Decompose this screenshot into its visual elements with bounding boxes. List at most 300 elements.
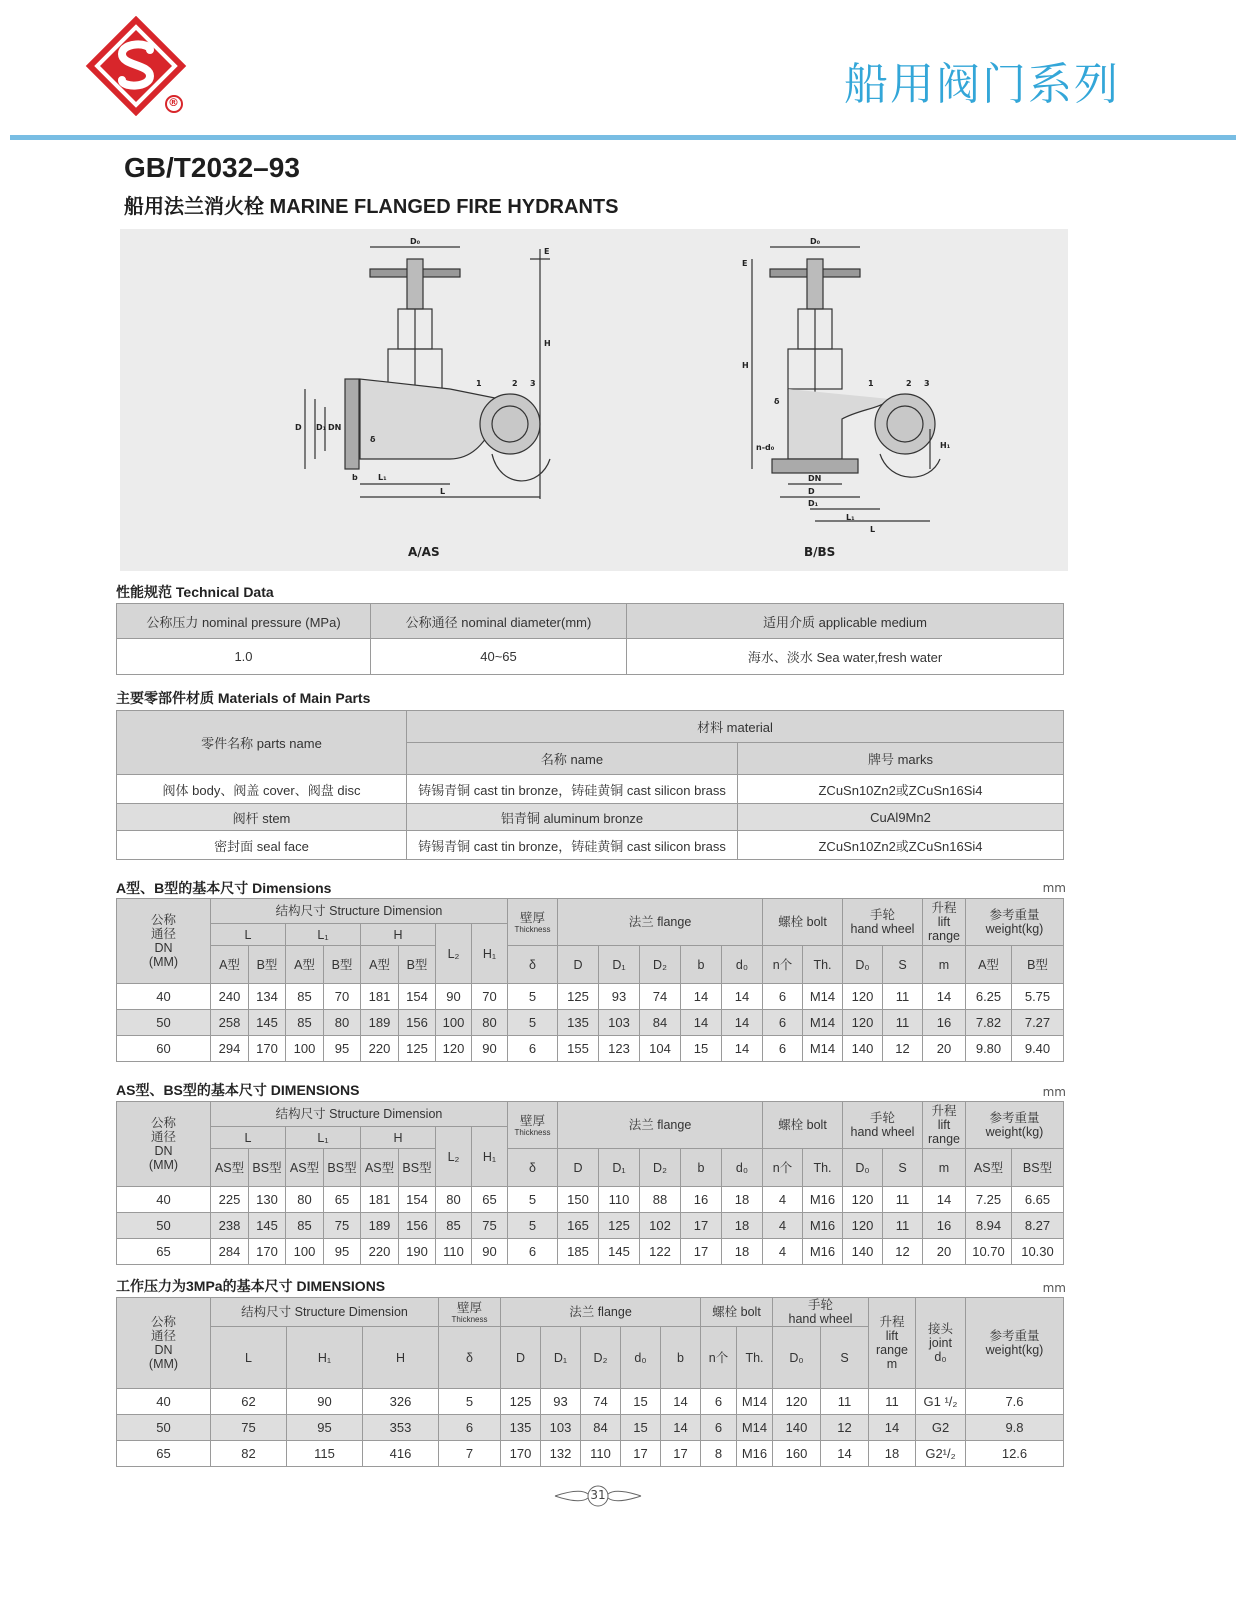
- dim-asbs-n: n个: [763, 1149, 803, 1187]
- table-cell: 70: [472, 984, 508, 1010]
- table-cell: 50: [117, 1213, 211, 1239]
- drawing-a-part3: 3: [530, 379, 536, 388]
- table-cell: 110: [436, 1239, 472, 1265]
- table-row: [117, 831, 1064, 860]
- table-cell: 103: [541, 1415, 581, 1441]
- table-cell: 4: [763, 1239, 803, 1265]
- table-cell: 5: [508, 1187, 558, 1213]
- drawing-a-l: L: [440, 487, 446, 496]
- dim-ab-d2: D₂: [640, 946, 681, 984]
- dim-ab-b: b: [681, 946, 722, 984]
- table-cell: 190: [399, 1239, 436, 1265]
- dim-ab-dn-header: 公称 通径 DN (MM): [117, 899, 211, 984]
- table-cell: 14: [681, 984, 722, 1010]
- drawing-b-dn: DN: [808, 474, 822, 483]
- drawing-b-part2: 2: [906, 379, 912, 388]
- dim-asbs-h1-header: H₁: [472, 1127, 508, 1187]
- table-cell: 50: [117, 1415, 211, 1441]
- dim-ab-wall-header: [508, 899, 558, 946]
- series-title: 船用阀门系列: [844, 59, 1120, 110]
- table-cell: M16: [803, 1187, 843, 1213]
- company-logo: [84, 16, 194, 116]
- table-cell: 80: [472, 1010, 508, 1036]
- valve-drawing-b: [752, 247, 940, 521]
- table-row: [117, 1036, 1064, 1062]
- table-cell: 75: [472, 1213, 508, 1239]
- drawing-b-l1: L₁: [846, 513, 855, 522]
- table-cell: 6.25: [966, 984, 1012, 1010]
- dim-ab-m: m: [923, 946, 966, 984]
- dim-asbs-dn-header: 公称 通径 DN (MM): [117, 1102, 211, 1187]
- table-cell: 18: [869, 1441, 916, 1467]
- table-cell: G1 ¹/₂: [916, 1389, 966, 1415]
- table-cell: 17: [681, 1239, 722, 1265]
- dim-3mpa-wall-en: Thickness: [451, 1314, 488, 1324]
- table-cell: 145: [599, 1239, 640, 1265]
- table-row: [117, 1010, 1064, 1036]
- table-cell: 7.6: [966, 1389, 1064, 1415]
- dim-3mpa-wheel-header: 手轮 hand wheel: [773, 1298, 869, 1327]
- materials-title: 主要零部件材质 Materials of Main Parts: [116, 690, 371, 706]
- table-cell: 15: [621, 1415, 661, 1441]
- table-cell: 14: [923, 984, 966, 1010]
- dim-asbs-l1-header: L₁: [286, 1127, 361, 1149]
- table-row: [117, 984, 1064, 1010]
- table-cell: 181: [361, 1187, 399, 1213]
- table-cell: 8: [701, 1441, 737, 1467]
- dim-ab-wall-cn: 壁厚: [519, 910, 545, 925]
- dim-asbs-l1-b: BS型: [324, 1149, 361, 1187]
- table-cell: 130: [249, 1187, 286, 1213]
- technical-drawing-panel: [120, 229, 1068, 571]
- table-cell: 15: [681, 1036, 722, 1062]
- table-cell: 88: [640, 1187, 681, 1213]
- table-cell: 12.6: [966, 1441, 1064, 1467]
- table-cell: 9.8: [966, 1415, 1064, 1441]
- drawing-a-h: H: [544, 339, 551, 348]
- table-cell: 65: [324, 1187, 361, 1213]
- materials-part-header: 零件名称 parts name: [117, 711, 407, 775]
- dim-ab-bolt-header: 螺栓 bolt: [763, 899, 843, 946]
- table-cell: 75: [324, 1213, 361, 1239]
- tech-header-diameter: 公称通径 nominal diameter(mm): [371, 604, 627, 639]
- table-cell: 4: [763, 1213, 803, 1239]
- table-cell: 258: [211, 1010, 249, 1036]
- materials-marks: ZCuSn10Zn2或ZCuSn16Si4: [738, 831, 1064, 860]
- dim-ab-flange-header: 法兰 flange: [558, 899, 763, 946]
- table-cell: 123: [599, 1036, 640, 1062]
- valve-drawing-a: [305, 247, 550, 499]
- table-cell: 80: [286, 1187, 324, 1213]
- dim-3mpa-l: L: [211, 1327, 287, 1389]
- dim-3mpa-wall-cn: 壁厚: [456, 1300, 482, 1315]
- dim-asbs-l-b: BS型: [249, 1149, 286, 1187]
- drawing-a-dn: DN: [328, 423, 342, 432]
- table-cell: 125: [558, 984, 599, 1010]
- table-cell: 11: [883, 1213, 923, 1239]
- dim-ab-l1-b: B型: [324, 946, 361, 984]
- dim-ab-lift-header: 升程 lift range: [923, 899, 966, 946]
- valve-drawings: [120, 229, 1068, 571]
- table-cell: 125: [399, 1036, 436, 1062]
- table-cell: 9.80: [966, 1036, 1012, 1062]
- dim-asbs-h-a: AS型: [361, 1149, 399, 1187]
- table-cell: 65: [117, 1441, 211, 1467]
- dim-asbs-b: b: [681, 1149, 722, 1187]
- dim-ab-h-b: B型: [399, 946, 436, 984]
- table-cell: M14: [803, 984, 843, 1010]
- table-cell: 120: [843, 1010, 883, 1036]
- table-cell: G2: [916, 1415, 966, 1441]
- table-cell: 220: [361, 1239, 399, 1265]
- table-cell: 120: [843, 1213, 883, 1239]
- table-cell: 104: [640, 1036, 681, 1062]
- table-cell: 140: [843, 1239, 883, 1265]
- table-cell: 416: [363, 1441, 439, 1467]
- table-cell: 95: [287, 1415, 363, 1441]
- table-cell: 6: [439, 1415, 501, 1441]
- table-cell: 140: [843, 1036, 883, 1062]
- table-cell: 17: [621, 1441, 661, 1467]
- dim-ab-h-a: A型: [361, 946, 399, 984]
- table-cell: 90: [287, 1389, 363, 1415]
- dim-3mpa-s: S: [821, 1327, 869, 1389]
- table-cell: 170: [249, 1036, 286, 1062]
- dim-ab-h-header: H: [361, 924, 436, 946]
- materials-material-header: 材料 material: [407, 711, 1064, 743]
- table-cell: 12: [821, 1415, 869, 1441]
- dim-ab-l-b: B型: [249, 946, 286, 984]
- table-cell: 40: [117, 1187, 211, 1213]
- drawing-b-l: L: [870, 525, 876, 534]
- dim-asbs-d0: d₀: [722, 1149, 763, 1187]
- technical-data-title: 性能规范 Technical Data: [116, 584, 274, 600]
- table-cell: 85: [436, 1213, 472, 1239]
- table-cell: 93: [599, 984, 640, 1010]
- dim-3mpa-weight-header: 参考重量 weight(kg): [966, 1298, 1064, 1389]
- dim-asbs-l2-header: L₂: [436, 1127, 472, 1187]
- table-cell: 20: [923, 1239, 966, 1265]
- table-cell: 14: [722, 1036, 763, 1062]
- technical-data-table: [116, 603, 1064, 675]
- dim-ab-table: [116, 898, 1064, 1062]
- dim-3mpa-th: Th.: [737, 1327, 773, 1389]
- table-cell: 90: [472, 1036, 508, 1062]
- table-cell: 10.70: [966, 1239, 1012, 1265]
- table-cell: 145: [249, 1213, 286, 1239]
- table-cell: 5: [508, 984, 558, 1010]
- table-cell: 14: [821, 1441, 869, 1467]
- dim-ab-th: Th.: [803, 946, 843, 984]
- table-row: [117, 1213, 1064, 1239]
- table-cell: 16: [923, 1213, 966, 1239]
- dim-ab-d1: D₁: [599, 946, 640, 984]
- table-cell: 7: [439, 1441, 501, 1467]
- table-cell: 74: [640, 984, 681, 1010]
- dim-asbs-h-header: H: [361, 1127, 436, 1149]
- drawing-b-e: E: [742, 259, 748, 268]
- table-cell: 16: [923, 1010, 966, 1036]
- table-cell: 85: [286, 984, 324, 1010]
- drawing-a-delta: δ: [370, 435, 376, 444]
- dim-3mpa-bolt-header: 螺栓 bolt: [701, 1298, 773, 1327]
- drawing-a-part2: 2: [512, 379, 518, 388]
- drawing-a-d1: D₁: [316, 423, 327, 432]
- table-cell: 122: [640, 1239, 681, 1265]
- dim-3mpa-title: 工作压力为3MPa的基本尺寸 DIMENSIONS: [116, 1278, 386, 1294]
- table-cell: 11: [821, 1389, 869, 1415]
- table-cell: 70: [324, 984, 361, 1010]
- table-cell: 170: [501, 1441, 541, 1467]
- table-cell: 12: [883, 1239, 923, 1265]
- table-row: [117, 1389, 1064, 1415]
- table-cell: 6: [763, 984, 803, 1010]
- table-cell: 11: [883, 1010, 923, 1036]
- table-cell: 156: [399, 1010, 436, 1036]
- drawing-a-l1: L₁: [378, 473, 387, 482]
- dim-asbs-l1-a: AS型: [286, 1149, 324, 1187]
- table-cell: 240: [211, 984, 249, 1010]
- dim-asbs-weight-b: BS型: [1012, 1149, 1064, 1187]
- table-cell: 84: [640, 1010, 681, 1036]
- table-cell: 145: [249, 1010, 286, 1036]
- drawing-b-h: H: [742, 361, 749, 370]
- dim-asbs-wheel-d0: D₀: [843, 1149, 883, 1187]
- table-cell: 189: [361, 1213, 399, 1239]
- table-cell: 60: [117, 1036, 211, 1062]
- dim-3mpa-h: H: [363, 1327, 439, 1389]
- table-cell: 284: [211, 1239, 249, 1265]
- table-cell: 7.25: [966, 1187, 1012, 1213]
- table-cell: 65: [472, 1187, 508, 1213]
- table-cell: 75: [211, 1415, 287, 1441]
- table-cell: 125: [501, 1389, 541, 1415]
- dim-3mpa-d: D: [501, 1327, 541, 1389]
- table-row: [117, 1415, 1064, 1441]
- table-cell: 62: [211, 1389, 287, 1415]
- table-cell: 5.75: [1012, 984, 1064, 1010]
- table-cell: 18: [722, 1239, 763, 1265]
- dim-ab-body: [117, 984, 1064, 1062]
- dim-3mpa-wheel-d0: D₀: [773, 1327, 821, 1389]
- table-cell: G2¹/₂: [916, 1441, 966, 1467]
- dim-ab-delta: δ: [508, 946, 558, 984]
- drawing-b-part3: 3: [924, 379, 930, 388]
- table-cell: 181: [361, 984, 399, 1010]
- dim-ab-structure-header: 结构尺寸 Structure Dimension: [211, 899, 508, 924]
- table-cell: 14: [869, 1415, 916, 1441]
- table-cell: 82: [211, 1441, 287, 1467]
- dim-ab-wheel-d0: D₀: [843, 946, 883, 984]
- table-cell: 11: [883, 984, 923, 1010]
- table-cell: 14: [722, 1010, 763, 1036]
- table-cell: 132: [541, 1441, 581, 1467]
- table-cell: 6: [763, 1010, 803, 1036]
- dim-3mpa-body: [117, 1389, 1064, 1467]
- dim-asbs-d: D: [558, 1149, 599, 1187]
- drawing-b-delta: δ: [774, 397, 780, 406]
- table-cell: 50: [117, 1010, 211, 1036]
- table-cell: 93: [541, 1389, 581, 1415]
- dim-3mpa-wall-header: [439, 1298, 501, 1327]
- dim-ab-d0: d₀: [722, 946, 763, 984]
- header-divider: [10, 135, 1236, 140]
- dim-asbs-structure-header: 结构尺寸 Structure Dimension: [211, 1102, 508, 1127]
- table-cell: 17: [661, 1441, 701, 1467]
- table-cell: 12: [883, 1036, 923, 1062]
- dim-asbs-delta: δ: [508, 1149, 558, 1187]
- drawing-b-h1: H₁: [940, 441, 951, 450]
- materials-name: 铝青铜 aluminum bronze: [407, 804, 738, 831]
- materials-marks: CuAl9Mn2: [738, 804, 1064, 831]
- table-row: [117, 804, 1064, 831]
- dim-ab-unit: mm: [1042, 881, 1066, 895]
- table-cell: 170: [249, 1239, 286, 1265]
- drawing-b-nd0: n-d₀: [756, 443, 775, 452]
- table-cell: 100: [436, 1010, 472, 1036]
- table-cell: 8.94: [966, 1213, 1012, 1239]
- table-cell: 189: [361, 1010, 399, 1036]
- table-cell: 6: [763, 1036, 803, 1062]
- dim-ab-l-a: A型: [211, 946, 249, 984]
- tech-value-diameter: 40~65: [371, 639, 627, 675]
- table-cell: M14: [737, 1415, 773, 1441]
- table-cell: 103: [599, 1010, 640, 1036]
- table-cell: 6.65: [1012, 1187, 1064, 1213]
- table-row: [117, 1187, 1064, 1213]
- table-cell: 120: [843, 984, 883, 1010]
- dim-asbs-wall-en: Thickness: [514, 1127, 551, 1137]
- drawing-b-d2: D: [808, 487, 815, 496]
- table-cell: 185: [558, 1239, 599, 1265]
- drawing-a-part1: 1: [476, 379, 482, 388]
- dim-3mpa-b: b: [661, 1327, 701, 1389]
- dim-asbs-table: [116, 1101, 1064, 1265]
- table-cell: 238: [211, 1213, 249, 1239]
- table-cell: 90: [472, 1239, 508, 1265]
- table-cell: 135: [558, 1010, 599, 1036]
- table-cell: 160: [773, 1441, 821, 1467]
- table-row: [117, 1239, 1064, 1265]
- dim-asbs-lift-header: 升程 lift range: [923, 1102, 966, 1149]
- table-cell: 353: [363, 1415, 439, 1441]
- table-cell: 9.40: [1012, 1036, 1064, 1062]
- table-cell: 102: [640, 1213, 681, 1239]
- materials-name: 铸锡青铜 cast tin bronze，铸硅黄铜 cast silicon brass: [407, 831, 738, 860]
- table-cell: 100: [286, 1239, 324, 1265]
- dim-3mpa-unit: mm: [1042, 1281, 1066, 1295]
- dim-3mpa-n: n个: [701, 1327, 737, 1389]
- table-cell: 150: [558, 1187, 599, 1213]
- table-cell: 14: [923, 1187, 966, 1213]
- dim-asbs-weight-a: AS型: [966, 1149, 1012, 1187]
- table-cell: M16: [803, 1239, 843, 1265]
- table-row: [117, 775, 1064, 804]
- table-cell: 85: [286, 1213, 324, 1239]
- dim-ab-s: S: [883, 946, 923, 984]
- table-cell: 10.30: [1012, 1239, 1064, 1265]
- materials-part: 密封面 seal face: [117, 831, 407, 860]
- dim-asbs-l-a: AS型: [211, 1149, 249, 1187]
- table-cell: 135: [501, 1415, 541, 1441]
- dim-asbs-wheel-header: 手轮 hand wheel: [843, 1102, 923, 1149]
- table-cell: 115: [287, 1441, 363, 1467]
- dim-asbs-bolt-header: 螺栓 bolt: [763, 1102, 843, 1149]
- tech-value-medium: 海水、淡水 Sea water,fresh water: [627, 639, 1064, 675]
- table-cell: 17: [681, 1213, 722, 1239]
- dim-3mpa-joint-header: 接头 joint d₀: [916, 1298, 966, 1389]
- materials-name-header: 名称 name: [407, 743, 738, 775]
- dim-3mpa-d2: D₂: [581, 1327, 621, 1389]
- registered-mark: ®: [168, 96, 179, 109]
- table-cell: 74: [581, 1389, 621, 1415]
- table-cell: 14: [681, 1010, 722, 1036]
- dim-ab-wall-en: Thickness: [514, 924, 551, 934]
- dim-asbs-title: AS型、BS型的基本尺寸 DIMENSIONS: [116, 1082, 360, 1098]
- dim-ab-d: D: [558, 946, 599, 984]
- tech-header-pressure: 公称压力 nominal pressure (MPa): [117, 604, 371, 639]
- drawing-a-d: D: [295, 423, 302, 432]
- dim-asbs-m: m: [923, 1149, 966, 1187]
- table-cell: 40: [117, 1389, 211, 1415]
- dim-asbs-l-header: L: [211, 1127, 286, 1149]
- table-cell: 6: [701, 1389, 737, 1415]
- table-cell: 80: [324, 1010, 361, 1036]
- tech-header-medium: 适用介质 applicable medium: [627, 604, 1064, 639]
- drawing-caption-b: B/BS: [804, 545, 836, 559]
- table-cell: 20: [923, 1036, 966, 1062]
- dim-asbs-weight-header: 参考重量 weight(kg): [966, 1102, 1064, 1149]
- materials-part: 阀杆 stem: [117, 804, 407, 831]
- dim-asbs-d1: D₁: [599, 1149, 640, 1187]
- table-cell: M14: [803, 1010, 843, 1036]
- tech-value-pressure: 1.0: [117, 639, 371, 675]
- dim-3mpa-lift-header: 升程 lift range m: [869, 1298, 916, 1389]
- table-cell: 40: [117, 984, 211, 1010]
- dim-ab-l1-a: A型: [286, 946, 324, 984]
- table-cell: 125: [599, 1213, 640, 1239]
- table-cell: 140: [773, 1415, 821, 1441]
- table-cell: 110: [599, 1187, 640, 1213]
- dim-asbs-d2: D₂: [640, 1149, 681, 1187]
- table-cell: 16: [681, 1187, 722, 1213]
- table-cell: 6: [701, 1415, 737, 1441]
- table-cell: 120: [843, 1187, 883, 1213]
- table-cell: M14: [803, 1036, 843, 1062]
- table-cell: 155: [558, 1036, 599, 1062]
- page-number: [553, 1484, 643, 1508]
- dim-ab-title: A型、B型的基本尺寸 Dimensions: [116, 880, 332, 896]
- dim-3mpa-structure-header: 结构尺寸 Structure Dimension: [211, 1298, 439, 1327]
- dim-asbs-wall-header: [508, 1102, 558, 1149]
- table-row: [117, 1441, 1064, 1467]
- table-cell: 165: [558, 1213, 599, 1239]
- dim-asbs-unit: mm: [1042, 1085, 1066, 1099]
- page-number-text: 31: [590, 1488, 606, 1502]
- dim-ab-h1-header: H₁: [472, 924, 508, 984]
- table-cell: 4: [763, 1187, 803, 1213]
- table-cell: 90: [436, 984, 472, 1010]
- table-cell: M16: [803, 1213, 843, 1239]
- dim-3mpa-table: [116, 1297, 1064, 1467]
- table-cell: 225: [211, 1187, 249, 1213]
- dim-asbs-h-b: BS型: [399, 1149, 436, 1187]
- table-cell: 110: [581, 1441, 621, 1467]
- drawing-b-d0: D₀: [810, 237, 821, 246]
- table-cell: 15: [621, 1389, 661, 1415]
- table-cell: 85: [286, 1010, 324, 1036]
- dim-3mpa-h1: H₁: [287, 1327, 363, 1389]
